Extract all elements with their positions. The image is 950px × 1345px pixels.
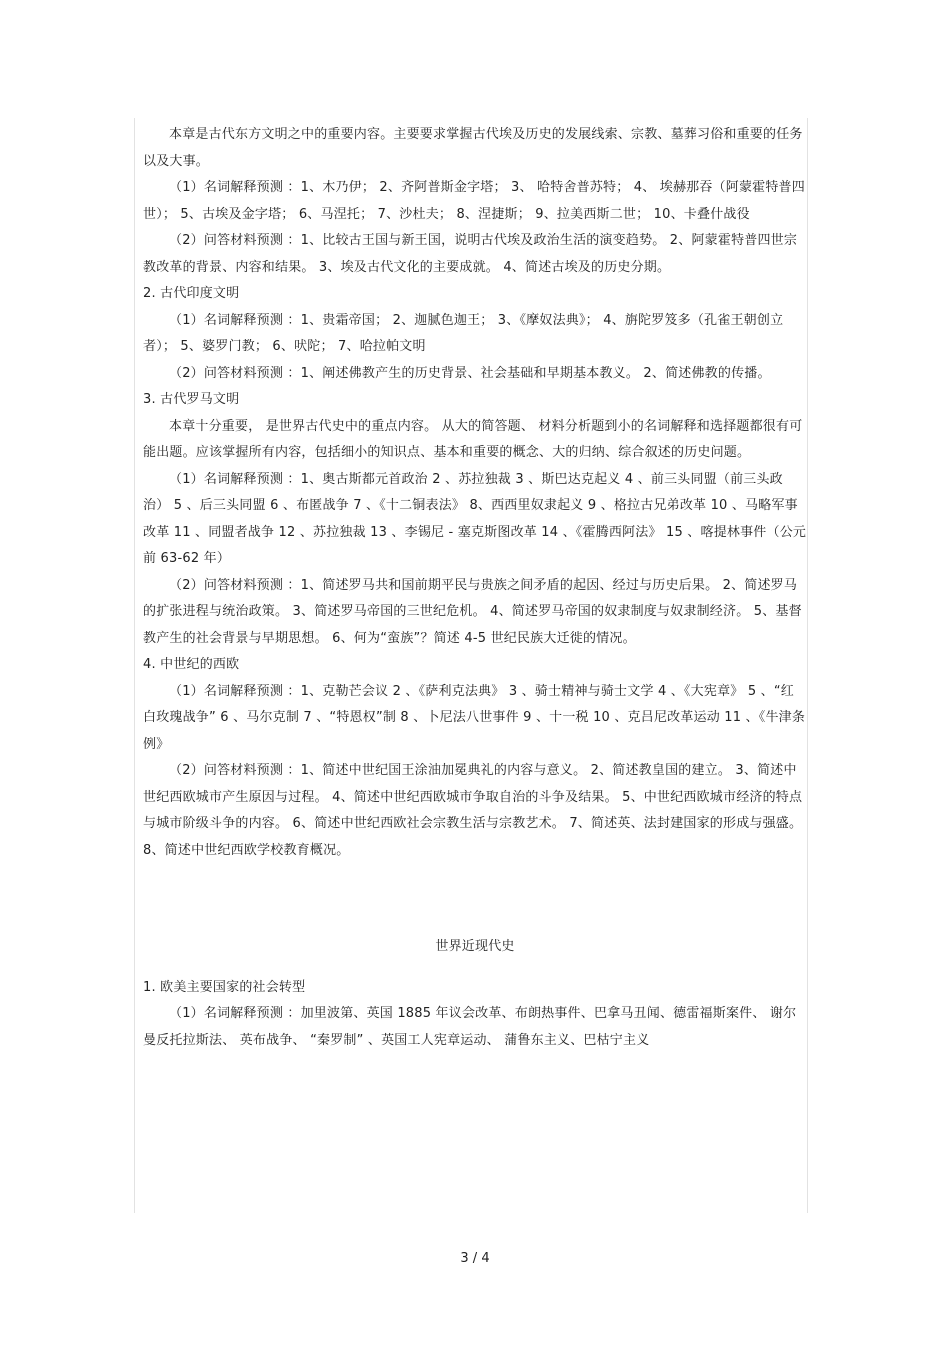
paragraph-medieval-terms: （1）名词解释预测 ：1、克勒芒会议 2 、《萨利克法典》 3 、骑士精神与骑士文学 4 、《大宪章》 5 、“红白玫瑰战争” 6 、马尔克制 7 、“特恩权”制 8 、卜尼法八世事件 9 、十一税 10 、克吕尼改革运动 11 、《牛津条例》 <box>143 683 806 752</box>
page-number: 3 / 4 <box>460 1251 490 1266</box>
paragraph-rome-intro: 本章十分重要， 是世界古代史中的重点内容。 从大的简答题、 材料分析题到小的名词解释和选择题都很有可能出题。应该掌握所有内容，包括细小的知识点、基本和重要的概念、大的归纳、综合叙述的历史问题。 <box>143 418 803 460</box>
paragraph-egypt-terms: （1）名词解释预测 ：1、木乃伊； 2、齐阿普斯金字塔； 3、 哈特舍普苏特； 4、 埃赫那吞（阿蒙霍特普四世）； 5、古埃及金字塔； 6、马涅托； 7、沙杜夫； 8、涅捷斯； 9、拉美西斯二世； 10、卡叠什战役 <box>143 180 805 222</box>
right-margin-rule <box>807 118 808 1213</box>
paragraph-medieval-questions: （2）问答材料预测 ：1、简述中世纪国王涂油加冕典礼的内容与意义。 2、简述教皇国的建立。 3、简述中世纪西欧城市产生原因与过程。 4、简述中世纪西欧城市争取自治的斗争及结果。 5、中世纪西欧城市经济的特点与城市阶级斗争的内容。 6、简述中世纪西欧社会宗教生活与宗教艺术。 7、简述英、法封建国家的形成与强盛。 8、简述中世纪西欧学校教育概况。 <box>143 763 803 858</box>
paragraph-india-questions: （2）问答材料预测 ：1、阐述佛教产生的历史背景、社会基础和早期基本教义。 2、简述佛教的传播。 <box>169 365 771 381</box>
paragraph-india-terms: （1）名词解释预测 ：1、贵霜帝国； 2、迦腻色迦王； 3、《摩奴法典》； 4、旃陀罗笈多（孔雀王朝创立者）； 5、婆罗门教； 6、吠陀； 7、哈拉帕文明 <box>143 312 784 354</box>
paragraph-egypt-questions: （2）问答材料预测 ：1、比较古王国与新王国，说明古代埃及政治生活的演变趋势。 2、阿蒙霍特普四世宗教改革的背景、内容和结果。 3、埃及古代文化的主要成就。 4、简述古埃及的历史分期。 <box>143 233 798 275</box>
paragraph-rome-terms: （1）名词解释预测 ：1、奥古斯都元首政治 2 、苏拉独裁 3 、斯巴达克起义 4 、前三头同盟（前三头政治） 5 、后三头同盟 6 、布匿战争 7 、《十二铜表法》 8、西西里奴隶起义 9 、格拉古兄弟改革 10 、马略军事改革 11 、同盟者战争 12 、苏拉独裁 13 、李锡尼 - 塞克斯图改革 14 、《霍腾西阿法》 15 、喀提林事件（公元前 63-62 年） <box>143 471 807 566</box>
paragraph-rome-questions: （2）问答材料预测 ：1、简述罗马共和国前期平民与贵族之间矛盾的起因、经过与历史后果。 2、简述罗马的扩张进程与统治政策。 3、简述罗马帝国的三世纪危机。 4、简述罗马帝国的奴隶制度与奴隶制经济。 5、基督教产生的社会背景与早期思想。 6、何为“蛮族”？简述 4-5 世纪民族大迁徙的情况。 <box>143 577 802 646</box>
page-content <box>143 122 807 1054</box>
heading-modern-transformation: 1. 欧美主要国家的社会转型 <box>143 979 306 995</box>
paragraph-egypt-intro: 本章是古代东方文明之中的重要内容。主要要求掌握古代埃及历史的发展线索、宗教、墓葬习俗和重要的任务以及大事。 <box>143 127 803 169</box>
section-title: 世界近现代史 <box>435 939 515 954</box>
paragraph-modern-terms: （1）名词解释预测 ：加里波第、英国 1885 年议会改革、布朗热事件、巴拿马丑闻、德雷福斯案件、 谢尔曼反托拉斯法、 英布战争、 “秦罗制” 、英国工人宪章运动、 蒲鲁东主义、巴枯宁主义 <box>143 1006 797 1048</box>
heading-rome: 3. 古代罗马文明 <box>143 392 240 407</box>
heading-medieval-europe: 4. 中世纪的西欧 <box>143 657 240 672</box>
left-margin-rule <box>134 118 135 1213</box>
heading-india: 2. 古代印度文明 <box>143 286 240 301</box>
